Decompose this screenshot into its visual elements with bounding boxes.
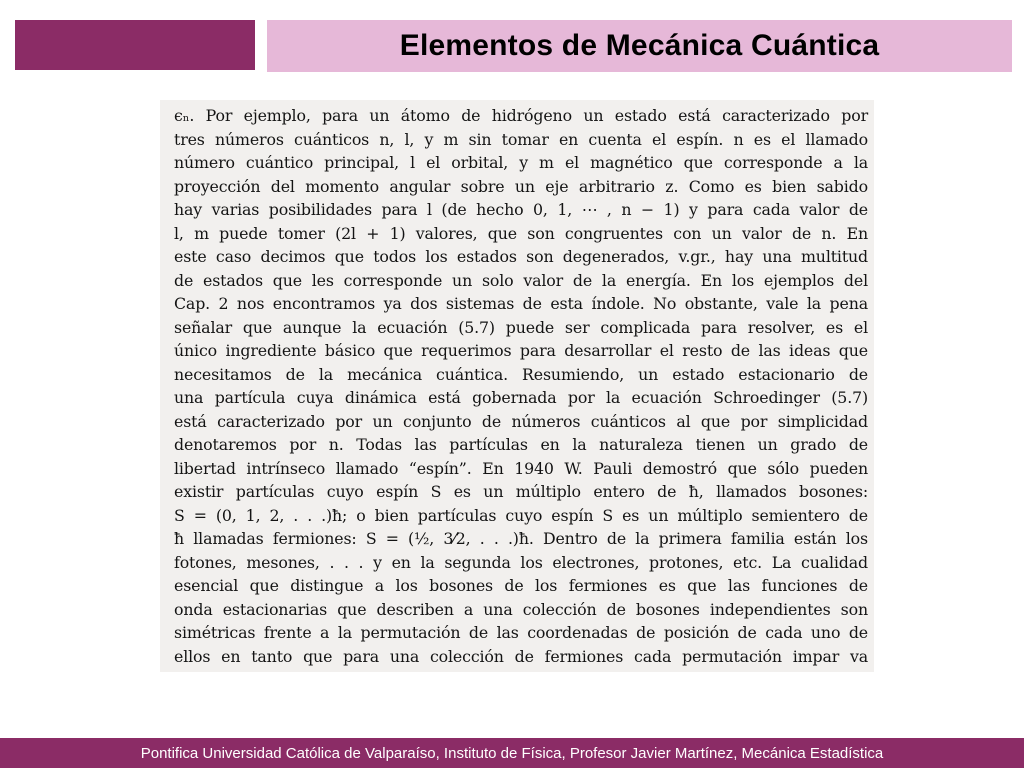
text-line: necesitamos de la mecánica cuántica. Resumiendo, un estado estacionario de	[174, 364, 868, 384]
text-line: existir partículas cuyo espín S es un múltiplo entero de ħ, llamados bosones:	[174, 482, 868, 501]
text-line: de estados que les corresponde un solo valor de la energía. En los ejemplos del	[174, 270, 868, 290]
text-line: tres números cuánticos n, l, y m sin tomar en cuenta el espín. n es el llamado	[174, 129, 868, 149]
text-line: esencial que distingue a los bosones de los fermiones es que las funciones de	[174, 576, 868, 595]
text-line: señalar que aunque la ecuación (5.7) puede ser complicada para resolver, es el	[174, 317, 868, 337]
text-line: hay varias posibilidades para l (de hecho 0, 1, ⋯ , n − 1) y para cada valor de	[174, 200, 868, 219]
text-line: fotones, mesones, . . . y en la segunda los electrones, protones, etc. La cualidad	[174, 552, 868, 572]
left-accent-bar	[15, 20, 255, 70]
text-line: denotaremos por n. Todas las partículas en la naturaleza tienen un grado de	[174, 435, 868, 454]
text-line: onda estacionarias que describen a una colección de bosones independientes son	[174, 599, 868, 619]
text-line: proyección del momento angular sobre un eje arbitrario z. Como es bien sabido	[174, 176, 868, 196]
text-line: libertad intrínseco llamado “espín”. En 1940 W. Pauli demostró que sólo pueden	[174, 458, 868, 478]
text-line: ħ llamadas fermiones: S = (½, 3⁄2, . . .)ħ. Dentro de la primera familia están los	[174, 529, 868, 548]
text-line: una partícula cuya dinámica está gobernada por la ecuación Schroedinger (5.7)	[174, 388, 868, 407]
footer-bar	[0, 738, 1024, 768]
text-line: único ingrediente básico que requerimos para desarrollar el resto de las ideas que	[174, 341, 868, 360]
footer-text: Pontifica Universidad Católica de Valparaíso, Instituto de Física, Profesor Javier Martínez, Mecánica Estadística	[140, 744, 884, 762]
text-line: Cap. 2 nos encontramos ya dos sistemas de esta índole. No obstante, vale la pena	[174, 294, 868, 313]
text-line: l, m puede tomer (2l + 1) valores, que son congruentes con un valor de n. En	[174, 223, 868, 243]
text-line: S = (0, 1, 2, . . .)ħ; o bien partículas cuyo espín S es un múltiplo semientero de	[174, 505, 868, 525]
text-line: este caso decimos que todos los estados son degenerados, v.gr., hay una multitud	[174, 247, 868, 266]
text-line: simétricas frente a la permutación de las coordenadas de posición de cada uno de	[174, 623, 868, 642]
text-line: número cuántico principal, l el orbital, y m el magnético que corresponde a la	[174, 153, 868, 172]
text-line: ϵₙ. Por ejemplo, para un átomo de hidrógeno un estado está caracterizado por	[174, 106, 868, 125]
text-line: está caracterizado por un conjunto de números cuánticos al que por simplicidad	[174, 411, 868, 431]
scanned-page	[160, 100, 874, 672]
text-line: ellos en tanto que para una colección de fermiones cada permutación impar va	[174, 646, 868, 666]
slide-title: Elementos de Mecánica Cuántica	[399, 29, 880, 62]
title-bar	[267, 20, 1012, 72]
